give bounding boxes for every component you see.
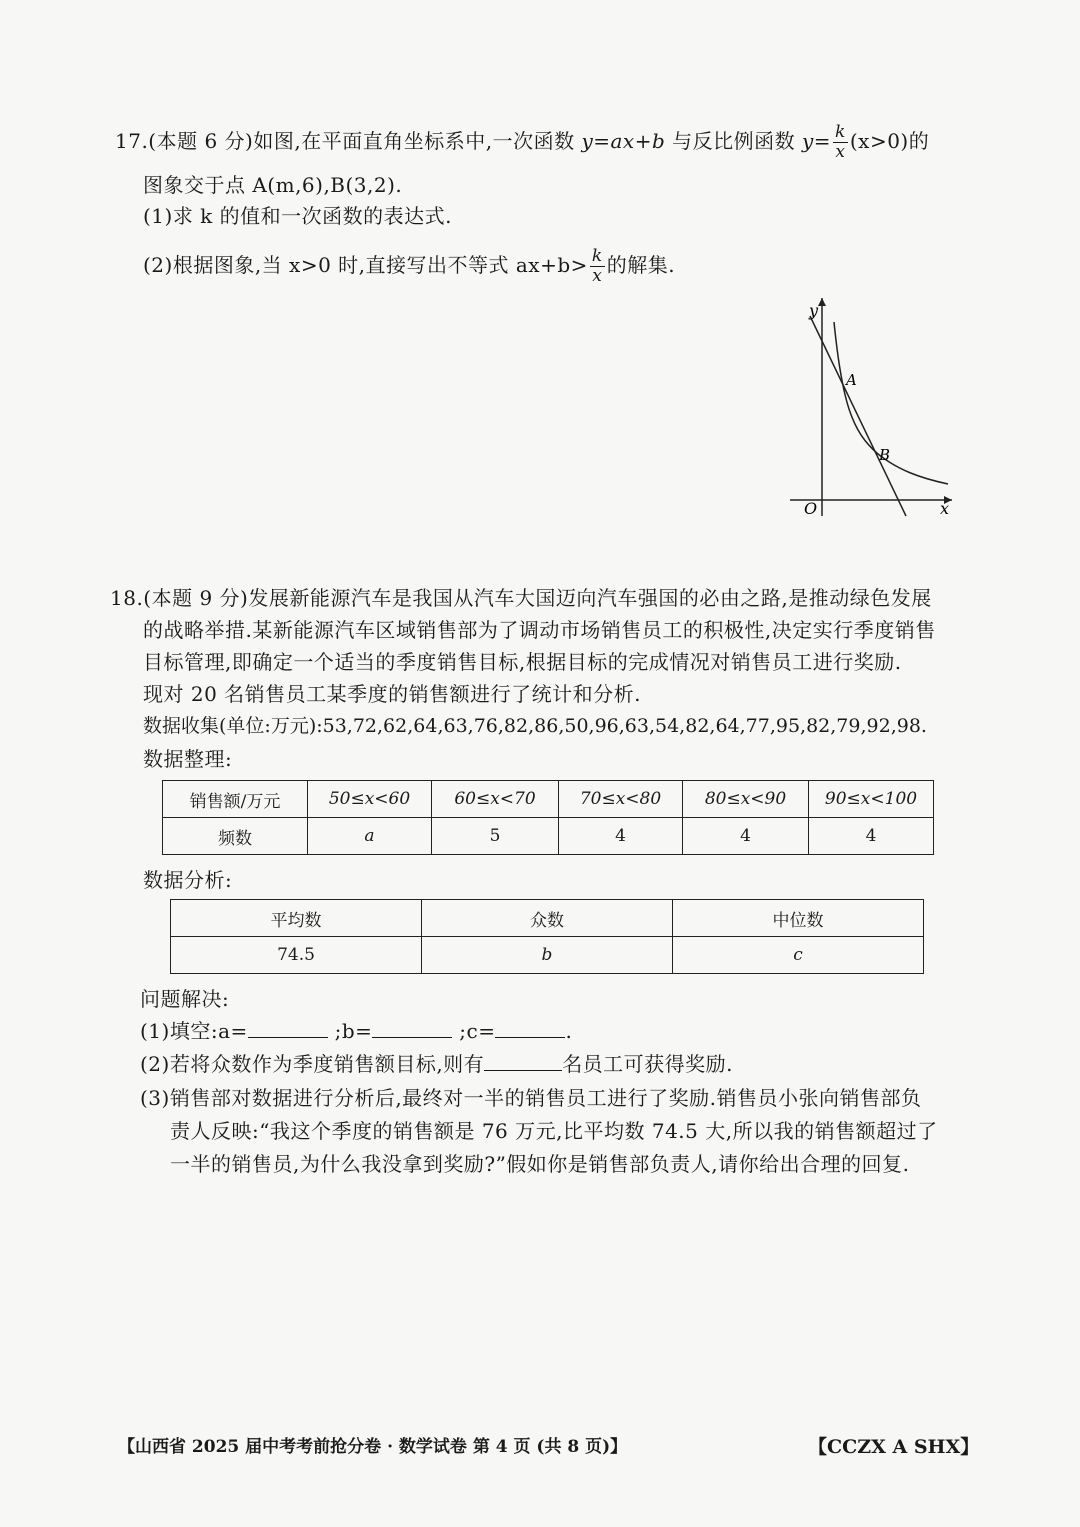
statistics-table: [170, 899, 924, 974]
frequency-table: [162, 780, 934, 855]
answer-blank-b[interactable]: [372, 1017, 452, 1038]
q18-part3-line1: (3)销售部对数据进行分析后,最终对一半的销售员工进行了奖励.销售员小张向销售部负: [140, 1086, 922, 1110]
q17-line1: [115, 124, 929, 161]
table-cell: 90≤x<100: [809, 781, 934, 818]
q17-graph: [780, 292, 960, 524]
q18-line1: 18.(本题 9 分)发展新能源汽车是我国从汽车大国迈向汽车强国的必由之路,是推动绿色发展: [110, 586, 932, 610]
q18-part3-line3: 一半的销售员,为什么我没拿到奖励?”假如你是销售部负责人,请你给出合理的回复.: [170, 1152, 910, 1176]
table-cell: 频数: [163, 818, 308, 855]
y-label: y: [809, 301, 819, 320]
q18-part2: (2)若将众数作为季度销售额目标,则有 名员工可获得奖励.: [140, 1052, 734, 1076]
answer-blank-a[interactable]: [248, 1017, 328, 1038]
table-cell: 众数: [422, 900, 673, 937]
x-label: x: [940, 499, 950, 518]
q18-line3: 目标管理,即确定一个适当的季度销售目标,根据目标的完成情况对销售员工进行奖励.: [143, 650, 902, 674]
table-row: [171, 937, 924, 974]
q17-condition: (x>0)的: [849, 129, 930, 153]
footer-code: 【CCZX A SHX】: [808, 1436, 980, 1458]
q17-mid: 与反比例函数: [672, 129, 796, 153]
q17-fraction: $\frac{k}{x}$: [835, 122, 846, 162]
table-cell: 5: [432, 818, 559, 855]
table-cell: 74.5: [171, 937, 422, 974]
q18-data-collection: 数据收集(单位:万元):53,72,62,64,63,76,82,86,50,96,63,54,82,64,77,95,82,79,92,98.: [143, 715, 927, 737]
answer-blank-c[interactable]: [495, 1017, 565, 1038]
q17-eq-inverse: y=: [801, 129, 832, 153]
q17-part2: (2)根据图象,当 x>0 时,直接写出不等式 ax+b> $\frac{k}{x}$ 的解集.: [143, 246, 676, 286]
table-cell: c: [673, 937, 924, 974]
table-cell: 4: [683, 818, 809, 855]
table-cell: 平均数: [171, 900, 422, 937]
table-row: [163, 818, 934, 855]
table-cell: 销售额/万元: [163, 781, 308, 818]
q17-line2: 图象交于点 A(m,6),B(3,2).: [143, 173, 403, 197]
point-b-label: B: [879, 446, 891, 464]
q17-part2-fraction: $\frac{k}{x}$: [591, 246, 603, 286]
q18-part3-line2: 责人反映:“我这个季度的销售额是 76 万元,比平均数 74.5 大,所以我的销售额超过了: [170, 1119, 938, 1143]
table-cell: 4: [559, 818, 683, 855]
q18-problem-solving: 问题解决:: [140, 987, 230, 1011]
table-row: [171, 900, 924, 937]
q17-eq-linear: y=ax+b: [581, 129, 666, 153]
origin-label: O: [804, 499, 818, 518]
point-a-label: A: [846, 371, 857, 389]
y-axis-arrow: [818, 298, 826, 306]
q18-part1: (1)填空:a= ;b= ;c= .: [140, 1019, 573, 1043]
linear-function-line: [810, 316, 906, 516]
q18-line2: 的战略举措.某新能源汽车区域销售部为了调动市场销售员工的积极性,决定实行季度销售: [143, 618, 936, 642]
table-cell: 60≤x<70: [432, 781, 559, 818]
table-cell: a: [308, 818, 432, 855]
table-cell: 70≤x<80: [559, 781, 683, 818]
table-cell: b: [422, 937, 673, 974]
q18-data-analysis: 数据分析:: [143, 868, 233, 892]
q17-part1: (1)求 k 的值和一次函数的表达式.: [143, 204, 453, 228]
table-cell: 中位数: [673, 900, 924, 937]
answer-blank-count[interactable]: [484, 1050, 562, 1071]
q18-line4: 现对 20 名销售员工某季度的销售额进行了统计和分析.: [143, 682, 642, 706]
footer-exam-info: 【山西省 2025 届中考考前抢分卷 · 数学试卷 第 4 页 (共 8 页)】: [118, 1437, 628, 1457]
q17-head: 17.(本题 6 分)如图,在平面直角坐标系中,一次函数: [115, 129, 575, 153]
q18-data-organize: 数据整理:: [143, 747, 233, 771]
table-cell: 80≤x<90: [683, 781, 809, 818]
table-cell: 50≤x<60: [308, 781, 432, 818]
table-row: [163, 781, 934, 818]
table-cell: 4: [809, 818, 934, 855]
